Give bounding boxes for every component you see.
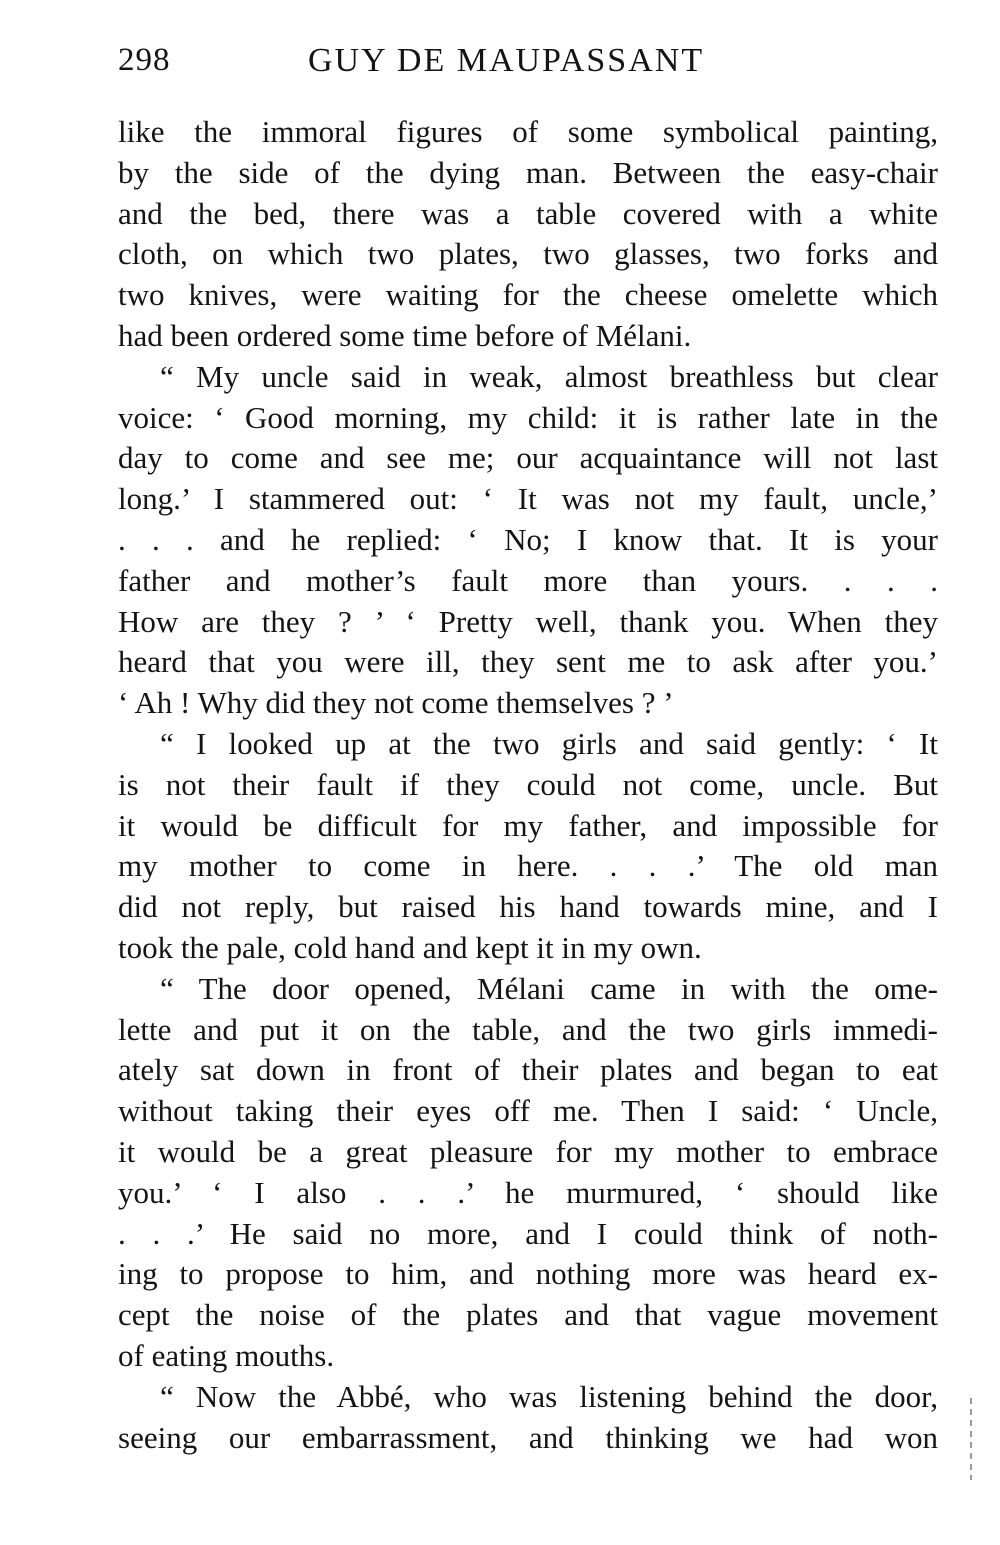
text-line: ing to propose to him, and nothing more was heard ex- (118, 1256, 938, 1292)
text-line: of eating mouths. (118, 1337, 335, 1373)
text-line: ately sat down in front of their plates and began to eat (118, 1052, 938, 1088)
text-line: like the immoral figures of some symbolical painting, (118, 114, 938, 149)
paragraph-start-line: “ The door opened, Mélani came in with the ome- (160, 970, 938, 1006)
text-line: two knives, were waiting for the cheese omelette which (118, 277, 938, 313)
text-line: my mother to come in here. . . .’ The old man (118, 848, 938, 884)
text-line: it would be a great pleasure for my mother to embrace (118, 1133, 938, 1169)
body-text (118, 112, 938, 1458)
running-head (118, 42, 938, 88)
text-line: voice: ‘ Good morning, my child: it is rather late in the (118, 399, 938, 435)
text-line: and the bed, there was a table covered with a white (118, 195, 938, 231)
text-line: . . .’ He said no more, and I could think of noth- (118, 1215, 938, 1251)
text-line: did not reply, but raised his hand towards mine, and I (118, 889, 938, 925)
text-line: had been ordered some time before of Mélani. (118, 317, 692, 353)
text-line: by the side of the dying man. Between the easy-chair (118, 154, 938, 190)
text-line: long.’ I stammered out: ‘ It was not my fault, uncle,’ (118, 481, 938, 517)
text-line: lette and put it on the table, and the two girls immedi- (118, 1011, 938, 1047)
paragraph-start-line: “ My uncle said in weak, almost breathless but clear (160, 358, 938, 394)
text-line: ‘ Ah ! Why did they not come themselves ? ’ (118, 685, 674, 721)
text-line: cloth, on which two plates, two glasses, two forks and (118, 236, 938, 272)
page-number: 298 (118, 42, 171, 78)
text-line: without taking their eyes off me. Then I said: ‘ Uncle, (118, 1093, 938, 1129)
margin-scan-mark (970, 1398, 972, 1480)
text-line: is not their fault if they could not come, uncle. But (118, 766, 938, 802)
text-line: cept the noise of the plates and that vague movement (118, 1297, 938, 1333)
paragraph-start-line: “ I looked up at the two girls and said gently: ‘ It (160, 725, 938, 761)
text-line: took the pale, cold hand and kept it in my own. (118, 929, 702, 965)
text-line: you.’ ‘ I also . . .’ he murmured, ‘ should like (118, 1174, 938, 1210)
running-title: GUY DE MAUPASSANT (308, 42, 705, 79)
paragraph-start-line: “ Now the Abbé, who was listening behind the door, (160, 1378, 938, 1414)
text-line: seeing our embarrassment, and thinking we had won (118, 1419, 938, 1455)
text-line: father and mother’s fault more than yours. . . . (118, 562, 938, 598)
text-line: heard that you were ill, they sent me to ask after you.’ (118, 644, 938, 680)
text-line: day to come and see me; our acquaintance will not last (118, 440, 938, 476)
text-line: it would be difficult for my father, and impossible for (118, 807, 938, 843)
text-line: . . . and he replied: ‘ No; I know that. It is your (118, 521, 938, 557)
text-line: How are they ? ’ ‘ Pretty well, thank you. When they (118, 603, 938, 639)
